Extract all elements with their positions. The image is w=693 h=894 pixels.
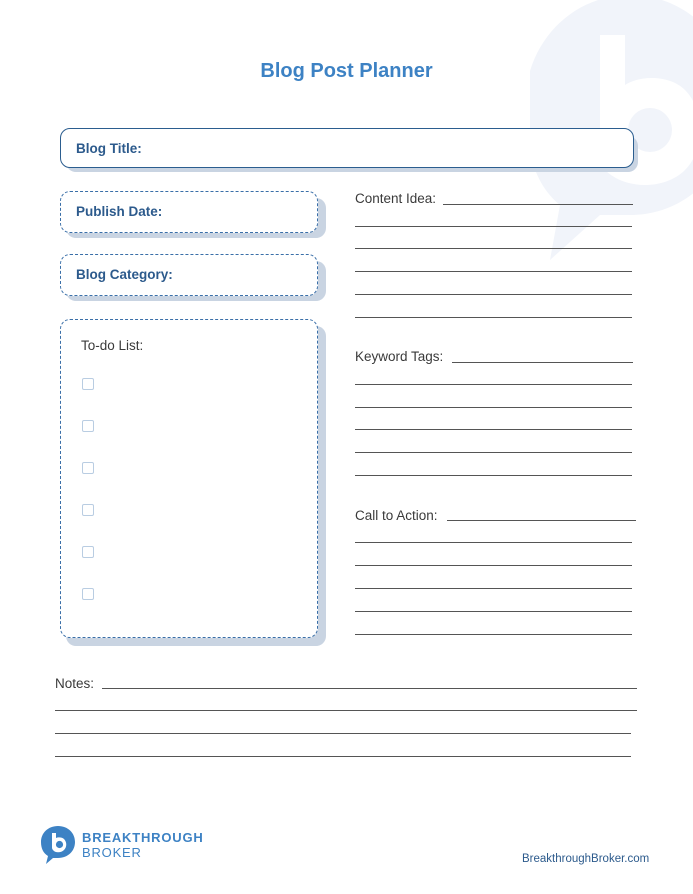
keyword-tags-line[interactable] (355, 407, 632, 408)
keyword-tags-line[interactable] (355, 429, 632, 430)
blog-category-label: Blog Category: (76, 267, 173, 282)
keyword-tags-line[interactable] (452, 362, 633, 363)
call-to-action-line[interactable] (355, 542, 632, 543)
call-to-action-line[interactable] (355, 611, 632, 612)
notes-line[interactable] (102, 688, 637, 689)
keyword-tags-line[interactable] (355, 475, 632, 476)
content-idea-line[interactable] (355, 226, 632, 227)
keyword-tags-line[interactable] (355, 384, 632, 385)
notes-line[interactable] (55, 733, 631, 734)
call-to-action-line[interactable] (355, 588, 632, 589)
todo-checkbox-3[interactable] (82, 462, 94, 474)
content-idea-line[interactable] (443, 204, 633, 205)
blog-title-label: Blog Title: (76, 141, 142, 156)
todo-checkbox-6[interactable] (82, 588, 94, 600)
call-to-action-line[interactable] (355, 634, 632, 635)
content-idea-line[interactable] (355, 248, 632, 249)
brand-name-line1: BREAKTHROUGH (82, 830, 204, 845)
call-to-action-line[interactable] (447, 520, 636, 521)
publish-date-box[interactable] (60, 191, 318, 233)
website-link[interactable]: BreakthroughBroker.com (522, 853, 650, 865)
todo-list-box (60, 319, 318, 638)
breakthrough-broker-logo-icon (40, 825, 76, 865)
todo-checkbox-4[interactable] (82, 504, 94, 516)
todo-checkbox-5[interactable] (82, 546, 94, 558)
call-to-action-label: Call to Action: (355, 508, 438, 523)
todo-checkbox-2[interactable] (82, 420, 94, 432)
brand-name-line2: BROKER (82, 845, 142, 860)
notes-line[interactable] (55, 710, 637, 711)
call-to-action-line[interactable] (355, 565, 632, 566)
notes-line[interactable] (55, 756, 631, 757)
todo-checkbox-1[interactable] (82, 378, 94, 390)
todo-list-label: To-do List: (81, 338, 144, 353)
keyword-tags-line[interactable] (355, 452, 632, 453)
page-title: Blog Post Planner (260, 60, 433, 82)
publish-date-label: Publish Date: (76, 204, 163, 219)
notes-label: Notes: (55, 676, 95, 691)
blog-category-box[interactable] (60, 254, 318, 296)
keyword-tags-label: Keyword Tags: (355, 349, 444, 364)
content-idea-line[interactable] (355, 271, 632, 272)
content-idea-label: Content Idea: (355, 191, 437, 206)
content-idea-line[interactable] (355, 294, 632, 295)
blog-title-box[interactable] (60, 128, 634, 168)
content-idea-line[interactable] (355, 317, 632, 318)
